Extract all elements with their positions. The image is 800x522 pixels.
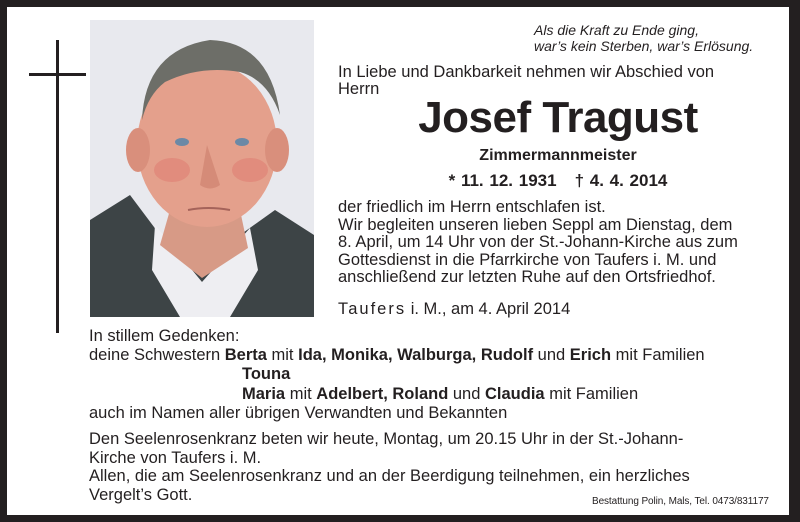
announcement-text <box>338 199 785 287</box>
announcement-line: anschließend zur letzten Ruhe auf den Ortsfriedhof. <box>338 268 716 286</box>
place-and-date <box>338 300 570 318</box>
undertaker-credit: Bestattung Polin, Mals, Tel. 0473/831177 <box>592 496 769 507</box>
mourner-name: Ida, Monika, Walburga, Rudolf <box>298 346 534 365</box>
closing-line: Den Seelenrosenkranz beten wir heute, Montag, um 20.15 Uhr in der St.-Johann- <box>89 430 684 448</box>
announcement-line: Gottesdienst in die Pfarrkirche von Taufers i. M. und <box>338 250 717 269</box>
closing-line: Kirche von Taufers i. M. <box>89 448 262 467</box>
announcement-line: Wir begleiten unseren lieben Seppl am Dienstag, dem <box>338 215 733 234</box>
mourners-footer: auch im Namen aller übrigen Verwandten und Bekannten <box>89 403 508 422</box>
mourner-name: Erich <box>569 346 612 365</box>
mourner-name: Adelbert, Roland <box>316 384 449 403</box>
place-name: Taufers <box>338 300 407 318</box>
intro-line-2: Herrn <box>338 80 380 98</box>
announcement-line: der friedlich im Herrn entschlafen ist. <box>338 198 606 216</box>
mourners-row-sisters: deine Schwestern Berta mit Ida, Monika, Walburga, Rudolf und Erich mit Familien <box>89 346 705 365</box>
cross-icon-horizontal <box>29 73 86 76</box>
mourner-name: Touna <box>242 365 291 384</box>
life-dates <box>338 171 778 191</box>
mourner-name: Berta <box>224 346 267 365</box>
place-date-rest: i. M., am 4. April 2014 <box>406 300 571 318</box>
death-date: † 4. 4. 2014 <box>574 171 668 190</box>
mourners-heading: In stillem Gedenken: <box>89 327 240 345</box>
closing-line: Vergelt’s Gott. <box>89 485 193 504</box>
deceased-profession: Zimmermannmeister <box>479 147 637 164</box>
motto-quote <box>534 22 753 54</box>
closing-line: Allen, die am Seelenrosenkranz und an der Beerdigung teilnehmen, ein herzliches <box>89 467 690 485</box>
deceased-name: Josef Tragust <box>418 93 698 142</box>
cross-icon-vertical <box>56 40 59 333</box>
mourner-name: Maria <box>242 384 286 403</box>
birth-date: * 11. 12. 1931 <box>448 171 557 190</box>
portrait-illustration <box>90 20 314 317</box>
closing-text <box>89 430 789 504</box>
announcement-line: 8. April, um 14 Uhr von der St.-Johann-Kirche aus zum <box>338 233 738 251</box>
mourners-list <box>89 327 789 423</box>
mourners-row-maria: Maria mit Adelbert, Roland und Claudia mit Familien <box>242 384 639 403</box>
motto-line-1: Als die Kraft zu Ende ging, <box>534 22 699 38</box>
mourners-row-touna <box>89 365 789 384</box>
motto-line-2: war’s kein Sterben, war’s Erlösung. <box>534 38 754 54</box>
portrait-photo <box>90 20 314 317</box>
mourner-name: Claudia <box>485 384 545 403</box>
intro-line-1: In Liebe und Dankbarkeit nehmen wir Abschied von <box>338 63 715 81</box>
